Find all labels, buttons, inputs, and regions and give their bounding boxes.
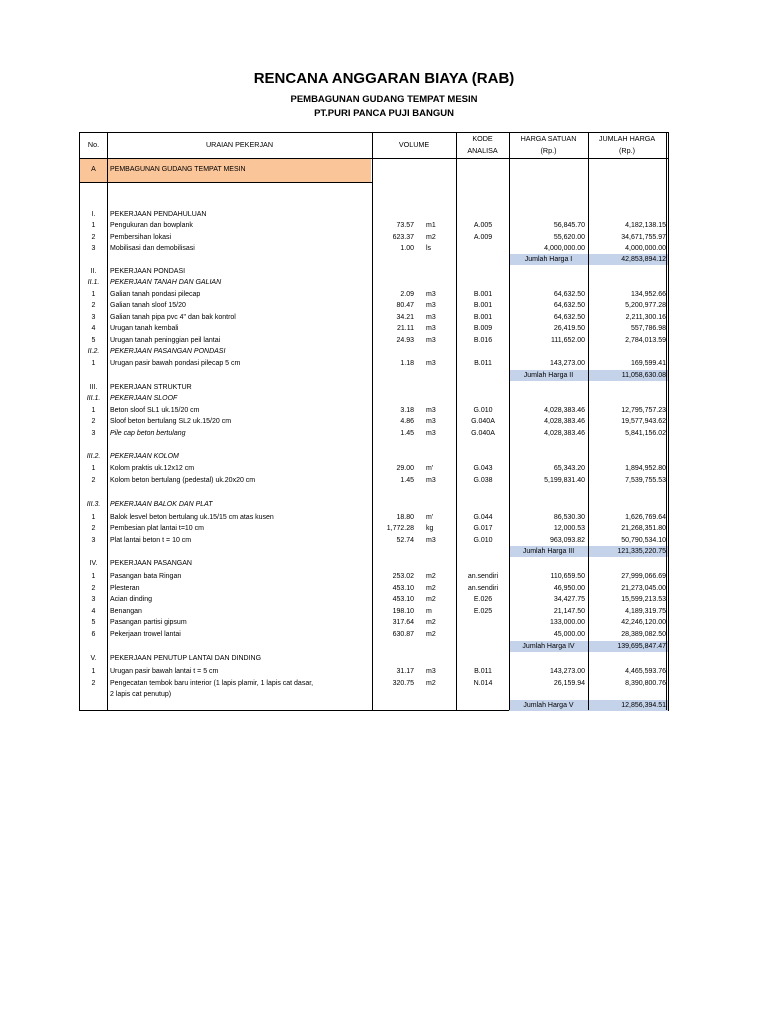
table-row	[80, 312, 670, 324]
row-unit: kg	[426, 525, 434, 532]
row-jumlah-harga: 1,626,769.64	[625, 513, 666, 521]
table-row	[80, 606, 670, 618]
table-row	[80, 451, 670, 463]
row-unit: m2	[426, 619, 436, 626]
table-row	[80, 405, 670, 417]
table-row	[80, 653, 670, 665]
row-harga-satuan: Jumlah Harga V	[523, 702, 574, 709]
row-jumlah-harga: 27,999,066.69	[621, 573, 666, 580]
row-desc: Pengukuran dan bowplank	[110, 222, 193, 229]
header-uraian: URAIAN PEKERJAN	[205, 140, 274, 149]
document-subtitle: PEMBAGUNAN GUDANG TEMPAT MESIN	[290, 94, 478, 105]
table-row	[80, 463, 670, 475]
table-row	[80, 323, 670, 335]
row-no: 3	[91, 313, 96, 321]
row-volume: 21.11	[397, 325, 414, 332]
row-unit: m	[426, 607, 432, 615]
row-kode: A.005	[473, 222, 493, 229]
subtotal-row	[80, 254, 670, 266]
row-desc: PEKERJAAN PASANGAN PONDASI	[110, 348, 226, 355]
row-jumlah-harga: 5,200,977.28	[625, 302, 666, 309]
row-unit: m2	[426, 631, 436, 638]
row-jumlah-harga: 4,465,593.76	[625, 667, 666, 675]
row-jumlah-harga: 4,000,000.00	[625, 245, 666, 252]
row-desc: Pasangan bata Ringan	[110, 573, 182, 580]
row-harga-satuan: 143,273.00	[549, 360, 585, 367]
row-volume: 80.47	[396, 302, 414, 309]
row-desc: Plat lantai beton t = 10 cm	[110, 536, 192, 544]
row-unit: m2	[426, 573, 436, 580]
row-desc: PEKERJAAN BALOK DAN PLAT	[110, 501, 213, 508]
row-kode: B.001	[473, 290, 493, 298]
row-harga-satuan: 4,028,383.46	[544, 418, 585, 425]
row-no: 3	[91, 245, 96, 252]
row-volume: 29.00	[396, 465, 414, 472]
row-harga-satuan: 21,147.50	[553, 607, 585, 615]
row-harga-satuan: 4,028,383.46	[544, 406, 585, 414]
row-desc: Urugan tanah kembali	[110, 325, 179, 332]
row-desc: PEKERJAAN PASANGAN	[110, 560, 192, 567]
row-harga-satuan: 111,652.00	[551, 336, 585, 344]
table-row	[80, 232, 670, 244]
row-desc: PEKERJAAN SLOOF	[110, 395, 178, 402]
header-volume: VOLUME	[398, 140, 430, 149]
table-row	[80, 558, 670, 570]
company-name: PT.PURI PANCA PUJI BANGUN	[314, 108, 454, 119]
row-desc: Pembersihan lokasi	[110, 233, 172, 241]
row-kode: G.010	[473, 536, 493, 544]
row-harga-satuan: 143,273.00	[549, 667, 585, 675]
row-harga-satuan: 55,620.00	[553, 233, 585, 241]
row-no: 1	[91, 290, 96, 298]
row-unit: m3	[426, 313, 436, 321]
header-kode-1: KODE	[472, 134, 493, 143]
row-desc: Pile cap beton bertulang	[110, 430, 186, 437]
table-row	[80, 220, 670, 232]
row-desc: PEKERJAAN STRUKTUR	[110, 383, 192, 391]
subtotal-row	[80, 700, 670, 712]
row-kode: B.016	[473, 336, 493, 344]
table-row	[80, 416, 670, 428]
table-row	[80, 499, 670, 511]
row-unit: m'	[426, 465, 434, 472]
row-desc: Mobilisasi dan demobilisasi	[110, 245, 195, 252]
row-jumlah-harga: 121,335,220.75	[617, 548, 666, 555]
row-unit: m3	[426, 336, 436, 344]
row-desc: 2 lapis cat penutup)	[110, 691, 172, 698]
row-kode: an.sendiri	[467, 573, 499, 580]
table-row	[80, 335, 670, 347]
header-jh-2: (Rp.)	[619, 146, 635, 155]
row-no: 2	[91, 233, 96, 241]
row-jumlah-harga: 169,599.41	[630, 360, 666, 367]
row-no: 6	[91, 631, 96, 638]
row-no: III.	[89, 383, 98, 391]
row-volume: 1.18	[400, 360, 414, 367]
row-unit: m1	[426, 222, 436, 229]
table-row	[80, 475, 670, 487]
row-jumlah-harga: 7,539,755.53	[625, 476, 666, 484]
row-volume: 3.18	[400, 406, 414, 414]
row-no: II.2.	[87, 348, 100, 355]
row-jumlah-harga: 42,246,120.00	[621, 619, 666, 626]
row-no: 2	[91, 679, 96, 687]
row-harga-satuan: 26,419.50	[553, 325, 585, 332]
row-desc: Benangan	[110, 607, 142, 615]
row-jumlah-harga: 4,189,319.75	[625, 607, 666, 615]
row-unit: ls	[426, 245, 432, 252]
row-volume: 317.64	[392, 619, 414, 626]
table-row	[80, 428, 670, 440]
table-row	[80, 617, 670, 629]
section-a-no: A	[91, 166, 96, 173]
row-jumlah-harga: 139,695,847.47	[617, 643, 666, 650]
table-row	[80, 346, 670, 358]
row-volume: 24.93	[396, 336, 414, 344]
row-no: 4	[91, 607, 96, 615]
row-harga-satuan: 45,000.00	[553, 631, 585, 638]
row-no: 3	[91, 536, 96, 544]
row-harga-satuan: 4,028,383.46	[544, 430, 585, 437]
row-volume: 73.57	[396, 222, 414, 229]
row-no: 1	[91, 406, 96, 414]
row-unit: m3	[426, 430, 436, 437]
row-desc: Acian dinding	[110, 596, 153, 603]
row-harga-satuan: 34,427.75	[553, 596, 585, 603]
row-jumlah-harga: 4,182,138.15	[625, 222, 666, 229]
row-desc: Sloof beton bertulang SL2 uk.15/20 cm	[110, 418, 232, 425]
row-no: V.	[90, 655, 97, 662]
row-kode: G.043	[473, 465, 493, 472]
row-kode: B.001	[473, 302, 493, 309]
row-desc: Beton sloof SL1 uk.15/20 cm	[110, 406, 200, 414]
table-row	[80, 289, 670, 301]
row-no: 3	[91, 430, 96, 437]
row-jumlah-harga: 557,786.98	[630, 325, 666, 332]
row-no: 2	[91, 418, 96, 425]
row-jumlah-harga: 2,211,300.16	[625, 313, 666, 321]
row-harga-satuan: 110,659.50	[550, 573, 585, 580]
row-harga-satuan: 86,530.30	[553, 513, 585, 521]
section-a-desc: PEMBAGUNAN GUDANG TEMPAT MESIN	[110, 166, 246, 173]
row-jumlah-harga: 12,795,757.23	[621, 406, 666, 414]
row-volume: 52.74	[396, 536, 414, 544]
row-unit: m3	[426, 476, 436, 484]
row-kode: an.sendiri	[467, 584, 499, 592]
row-no: 5	[91, 336, 96, 344]
row-unit: m3	[426, 302, 436, 309]
table-row	[80, 243, 670, 255]
table-row	[80, 209, 670, 221]
row-jumlah-harga: 21,273,045.00	[621, 584, 666, 592]
row-harga-satuan: 26,159.94	[553, 679, 585, 687]
row-jumlah-harga: 15,599,213.53	[621, 596, 666, 603]
row-unit: m3	[426, 406, 436, 414]
row-harga-satuan: 65,343.20	[553, 465, 585, 472]
row-no: 5	[91, 619, 96, 626]
row-no: 2	[91, 302, 96, 309]
table-row	[80, 594, 670, 606]
row-desc: Plesteran	[110, 584, 140, 592]
row-unit: m3	[426, 290, 436, 298]
row-desc: Pengecatan tembok baru interior (1 lapis plamir, 1 lapis cat dasar,	[110, 679, 314, 687]
table-row	[80, 535, 670, 547]
row-desc: PEKERJAAN TANAH DAN GALIAN	[110, 279, 222, 286]
row-jumlah-harga: 8,390,800.76	[625, 679, 666, 687]
row-harga-satuan: 64,632.50	[553, 290, 585, 298]
row-harga-satuan: 64,632.50	[553, 302, 585, 309]
row-unit: m3	[426, 418, 436, 425]
row-kode: G.010	[473, 406, 493, 414]
row-harga-satuan: 133,000.00	[549, 619, 585, 626]
row-harga-satuan: 64,632.50	[553, 313, 585, 321]
row-desc: Pasangan partisi gipsum	[110, 619, 187, 626]
row-volume: 18.80	[396, 513, 414, 521]
row-no: I.	[91, 211, 96, 218]
row-unit: m2	[426, 584, 436, 592]
table-row	[80, 583, 670, 595]
row-harga-satuan: Jumlah Harga II	[523, 372, 574, 379]
row-volume: 1.45	[400, 476, 414, 484]
row-kode: B.009	[473, 325, 493, 332]
row-harga-satuan: Jumlah Harga IV	[522, 643, 575, 650]
row-kode: B.001	[473, 313, 493, 321]
table-row	[80, 382, 670, 394]
row-desc: Urugan pasir bawah lantai t = 5 cm	[110, 667, 219, 675]
row-no: 2	[91, 525, 96, 532]
row-harga-satuan: Jumlah Harga I	[524, 256, 573, 263]
table-row	[80, 277, 670, 289]
table-row	[80, 666, 670, 678]
row-desc: PEKERJAAN PENDAHULUAN	[110, 211, 207, 218]
row-kode: G.040A	[471, 418, 495, 425]
rab-table	[79, 132, 669, 711]
row-jumlah-harga: 11,058,630.08	[621, 372, 666, 379]
row-volume: 1.45	[400, 430, 414, 437]
row-unit: m'	[426, 513, 434, 521]
table-row	[80, 358, 670, 370]
row-harga-satuan: 56,845.70	[553, 222, 585, 229]
row-desc: Galian tanah sloof 15/20	[110, 302, 186, 309]
row-harga-satuan: 963,093.82	[549, 536, 585, 544]
row-no: IV.	[89, 560, 98, 567]
table-row	[80, 629, 670, 641]
row-volume: 198.10	[392, 607, 414, 615]
row-harga-satuan: 46,950.00	[553, 584, 585, 592]
row-volume: 453.10	[392, 596, 414, 603]
row-unit: m3	[426, 325, 436, 332]
row-volume: 1,772.28	[386, 525, 414, 532]
row-jumlah-harga: 12,856,394.51	[621, 702, 666, 709]
row-volume: 623.37	[392, 233, 414, 241]
table-row	[80, 523, 670, 535]
row-kode: B.011	[474, 667, 492, 675]
header-kode-2: ANALISA	[467, 146, 498, 155]
row-volume: 4.86	[400, 418, 414, 425]
row-jumlah-harga: 2,784,013.59	[625, 336, 666, 344]
row-unit: m2	[426, 233, 436, 241]
row-no: II.1.	[87, 279, 100, 286]
row-desc: PEKERJAAN PONDASI	[110, 268, 186, 275]
row-no: 1	[91, 465, 96, 472]
row-kode: G.038	[473, 476, 493, 484]
row-jumlah-harga: 28,389,082.50	[621, 631, 666, 638]
table-row	[80, 689, 670, 701]
row-unit: m3	[426, 667, 436, 675]
row-jumlah-harga: 134,952.66	[630, 290, 666, 298]
row-jumlah-harga: 50,790,534.10	[621, 536, 666, 544]
table-row	[80, 512, 670, 524]
row-no: 1	[91, 573, 96, 580]
row-volume: 630.87	[392, 631, 414, 638]
row-no: II.	[90, 268, 97, 275]
row-no: III.2.	[86, 453, 101, 460]
header-hs-1: HARGA SATUAN	[520, 134, 577, 143]
row-no: 2	[91, 476, 96, 484]
row-unit: m3	[426, 536, 436, 544]
table-row	[80, 300, 670, 312]
row-no: 3	[91, 596, 96, 603]
row-desc: Galian tanah pondasi pilecap	[110, 290, 201, 298]
row-kode: N.014	[473, 679, 493, 687]
row-volume: 31.17	[396, 667, 414, 675]
row-unit: m3	[426, 360, 436, 367]
row-jumlah-harga: 42,853,894.12	[621, 256, 666, 263]
header-no: No.	[87, 140, 100, 149]
row-harga-satuan: 5,199,831.40	[544, 476, 585, 484]
row-volume: 253.02	[392, 573, 414, 580]
row-kode: G.044	[473, 513, 493, 521]
row-desc: PEKERJAAN KOLOM	[110, 453, 179, 460]
document-title: RENCANA ANGGARAN BIAYA (RAB)	[253, 70, 515, 87]
row-volume: 453.10	[392, 584, 414, 592]
row-desc: Urugan pasir bawah pondasi pilecap 5 cm	[110, 360, 241, 367]
row-desc: Balok lesvel beton bertulang uk.15/15 cm atas kusen	[110, 513, 274, 521]
table-body	[80, 133, 670, 712]
row-jumlah-harga: 1,894,952.80	[625, 465, 666, 472]
row-no: 1	[91, 513, 96, 521]
row-no: 4	[91, 325, 96, 332]
row-desc: Galian tanah pipa pvc 4" dan bak kontrol	[110, 313, 236, 321]
row-no: 1	[91, 667, 96, 675]
row-harga-satuan: 12,000.53	[553, 525, 585, 532]
row-no: III.3.	[86, 501, 101, 508]
subtotal-row	[80, 546, 670, 558]
row-desc: Urugan tanah peninggian peil lantai	[110, 336, 221, 344]
row-kode: E.026	[473, 596, 493, 603]
row-volume: 1.00	[400, 245, 414, 252]
row-no: III.1.	[86, 395, 101, 402]
row-harga-satuan: 4,000,000.00	[544, 245, 585, 252]
row-desc: Kolom praktis uk.12x12 cm	[110, 465, 195, 472]
row-kode: G.040A	[471, 430, 495, 437]
header-hs-2: (Rp.)	[540, 146, 557, 155]
row-jumlah-harga: 19,577,943.62	[621, 418, 666, 425]
row-desc: Pekerjaan trowel lantai	[110, 631, 181, 638]
row-volume: 2.09	[400, 290, 414, 298]
row-desc: PEKERJAAN PENUTUP LANTAI DAN DINDING	[110, 655, 262, 662]
row-no: 1	[91, 360, 96, 367]
table-row	[80, 678, 670, 690]
row-volume: 34.21	[396, 313, 414, 321]
row-jumlah-harga: 34,671,755.97	[621, 233, 666, 241]
row-harga-satuan: Jumlah Harga III	[522, 548, 575, 555]
subtotal-row	[80, 641, 670, 653]
row-no: 1	[91, 222, 96, 229]
row-volume: 320.75	[392, 679, 414, 687]
row-kode: A.009	[473, 233, 493, 241]
row-unit: m2	[426, 596, 436, 603]
table-row	[80, 393, 670, 405]
table-row	[80, 266, 670, 278]
subtotal-row	[80, 370, 670, 382]
row-jumlah-harga: 5,841,156.02	[625, 430, 666, 437]
row-desc: Pembesian plat lantai t=10 cm	[110, 525, 204, 532]
row-no: 2	[91, 584, 96, 592]
row-unit: m2	[426, 679, 436, 687]
header-jh-1: JUMLAH HARGA	[598, 134, 656, 143]
row-kode: E.025	[473, 607, 493, 615]
row-desc: Kolom beton bertulang (pedestal) uk.20x20 cm	[110, 476, 256, 484]
row-jumlah-harga: 21,268,351.80	[621, 525, 666, 532]
table-row	[80, 571, 670, 583]
row-kode: G.017	[473, 525, 493, 532]
row-kode: B.011	[474, 360, 492, 367]
